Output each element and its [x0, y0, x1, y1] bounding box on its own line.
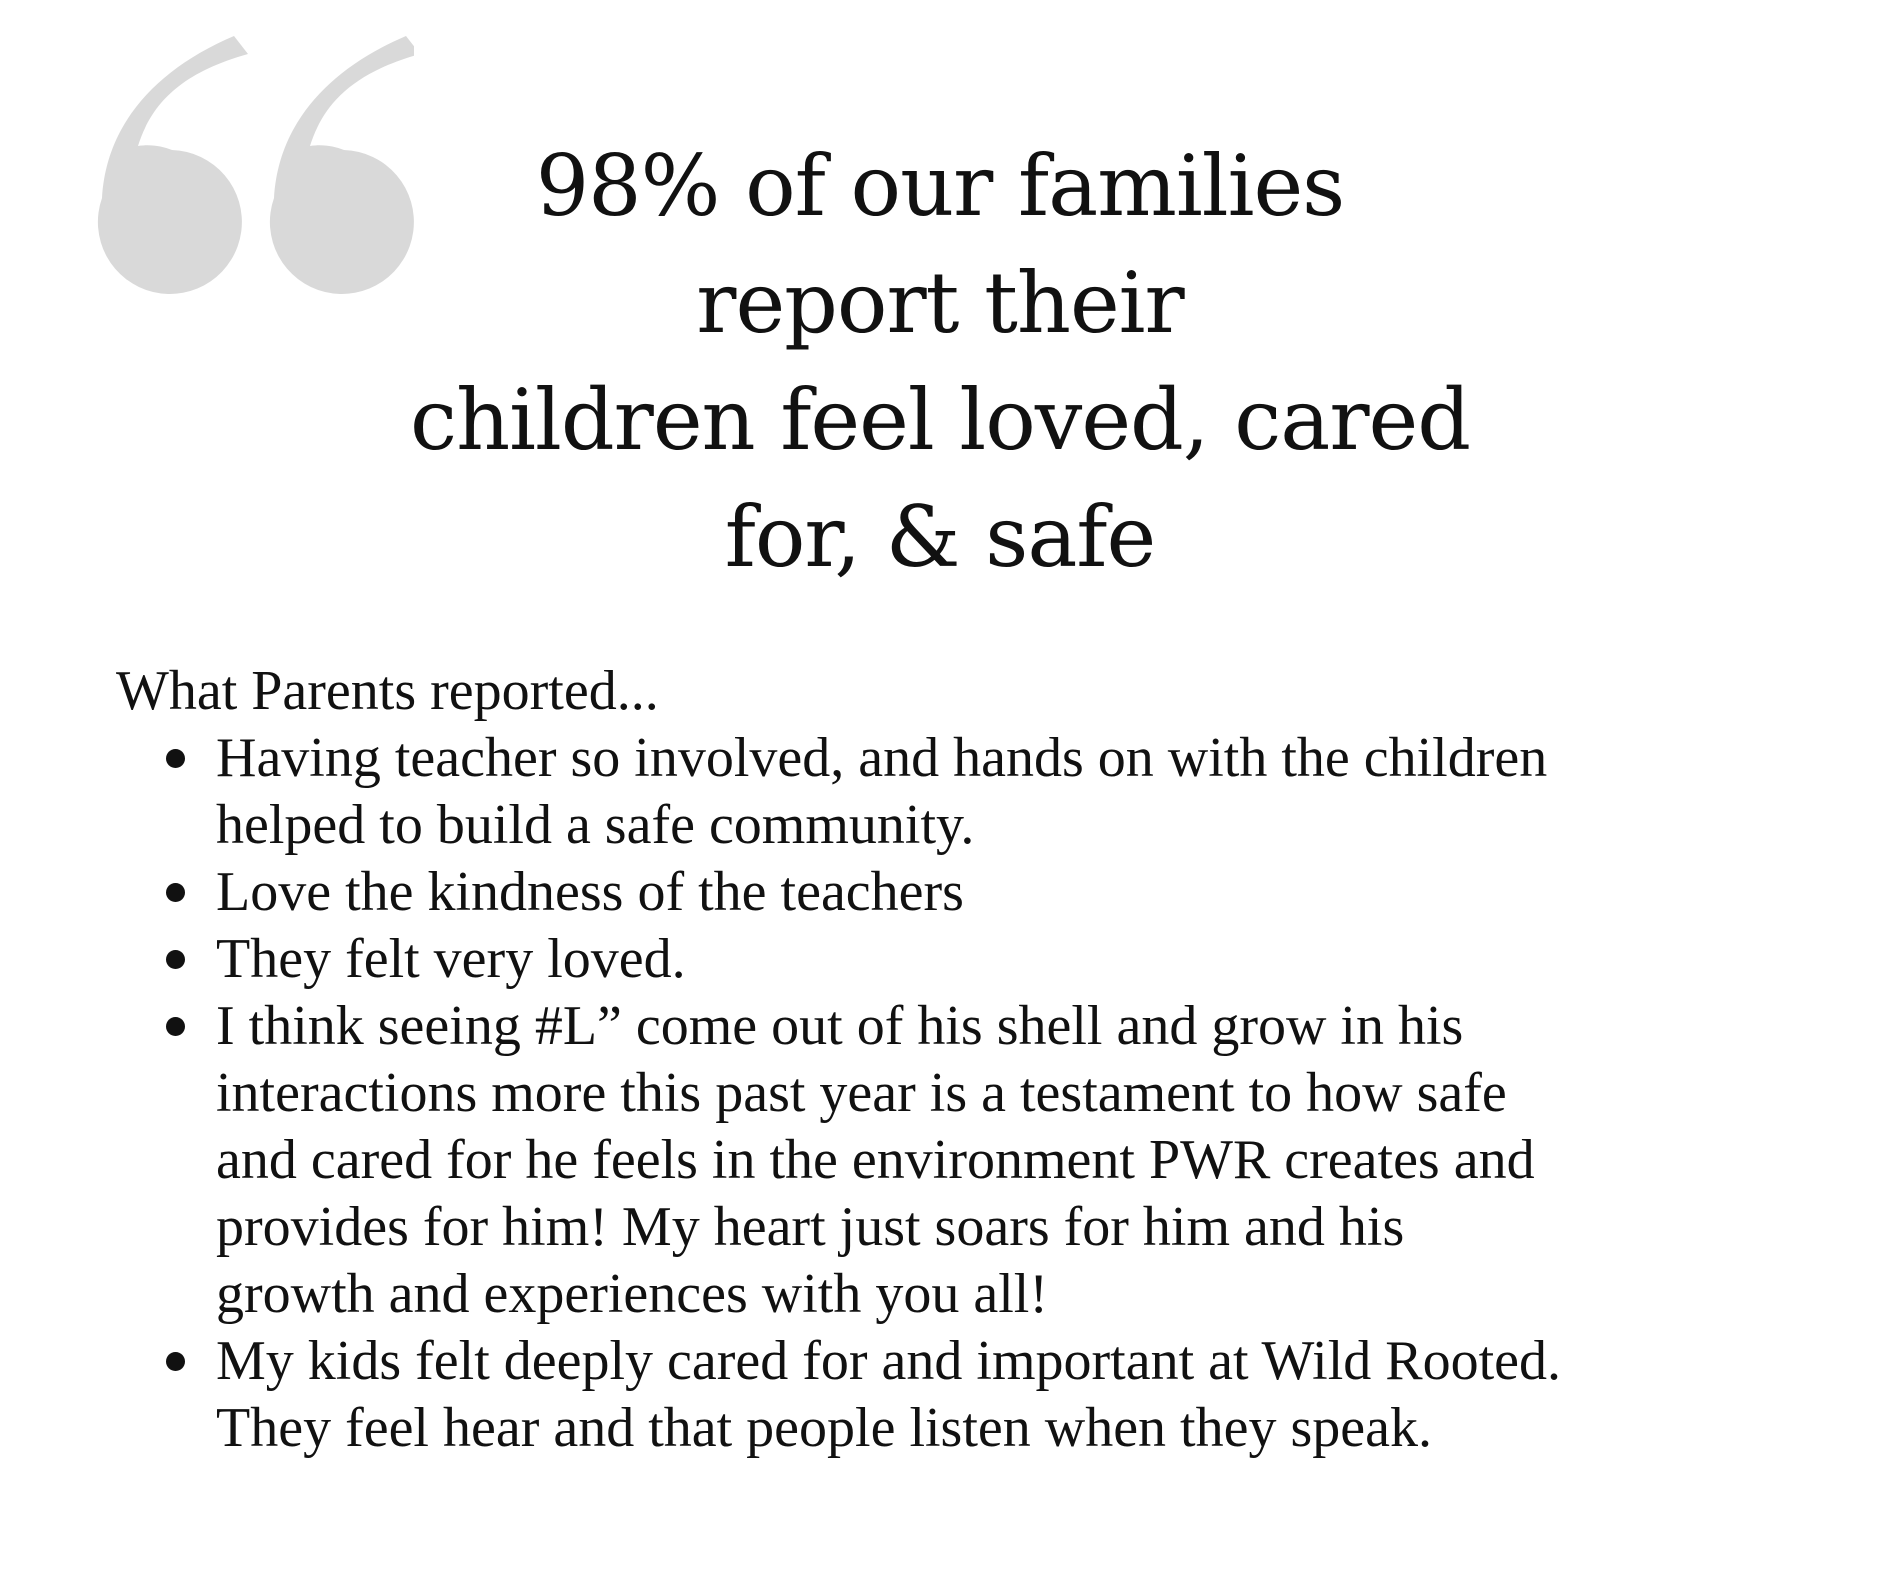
headline-line: 98% of our families	[535, 137, 1345, 235]
list-item-line: Having teacher so involved, and hands on with the children	[216, 727, 1548, 789]
list-item-line: provides for him! My heart just soars for him and his	[216, 1196, 1405, 1258]
bullet-icon	[166, 1017, 185, 1036]
bullet-icon	[166, 883, 185, 902]
headline-line: report their	[696, 254, 1184, 352]
headline-line: children feel loved, cared	[410, 371, 1470, 469]
list-item	[116, 725, 1836, 859]
bullet-icon	[166, 950, 185, 969]
list-item-line: growth and experiences with you all!	[216, 1263, 1048, 1325]
list-item-line: helped to build a safe community.	[216, 794, 975, 856]
bullet-icon	[166, 1352, 185, 1371]
list-item-line: They felt very loved.	[216, 928, 686, 990]
list-item-line: interactions more this past year is a testament to how safe	[216, 1062, 1507, 1124]
intro-text: What Parents reported...	[116, 660, 659, 722]
list-item-line: My kids felt deeply cared for and important at Wild Rooted.	[216, 1330, 1562, 1392]
feedback-list	[116, 725, 1836, 1462]
list-item	[116, 1328, 1836, 1462]
quote-mark-left	[98, 36, 248, 294]
list-item-line: They feel hear and that people listen when they speak.	[216, 1397, 1432, 1459]
list-item-line: and cared for he feels in the environment PWR creates and	[216, 1129, 1535, 1191]
list-item-line: I think seeing #L” come out of his shell and grow in his	[216, 995, 1464, 1057]
parent-feedback	[116, 658, 1836, 1462]
open-double-quote-icon	[44, 30, 414, 330]
headline	[360, 128, 1520, 596]
list-item-line: Love the kindness of the teachers	[216, 861, 964, 923]
list-item	[116, 926, 1836, 993]
list-item	[116, 859, 1836, 926]
headline-line: for, & safe	[724, 488, 1156, 586]
list-item	[116, 993, 1836, 1328]
bullet-icon	[166, 749, 185, 768]
